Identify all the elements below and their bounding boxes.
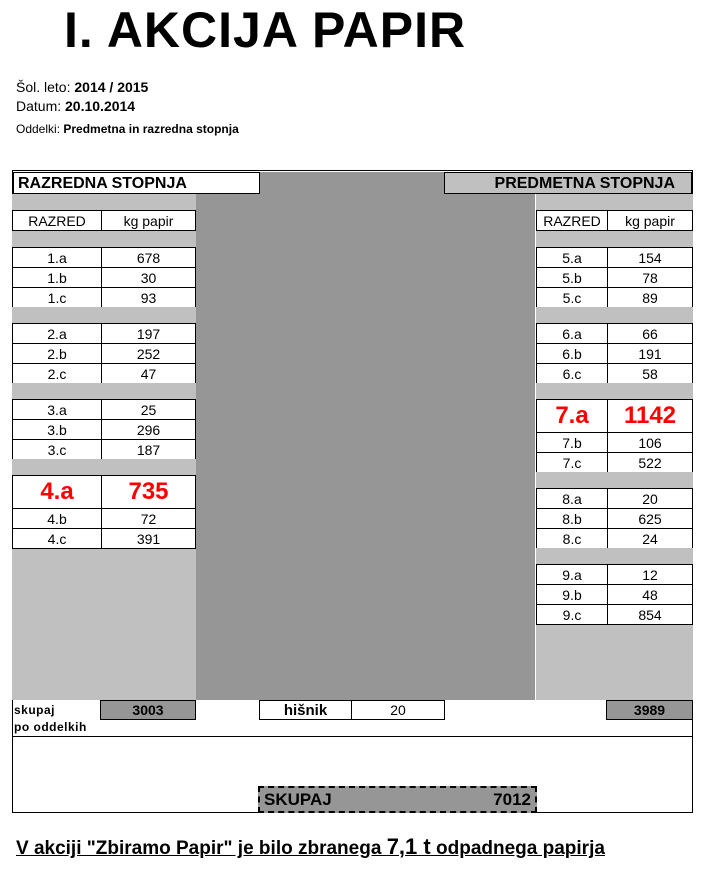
- left-class-cell: 4.b: [12, 508, 102, 529]
- right-class-cell: 5.c: [536, 287, 608, 308]
- grand-total: [258, 786, 537, 813]
- left-kg-cell: 296: [101, 419, 196, 440]
- left-col-class-header: RAZRED: [12, 210, 102, 231]
- right-class-cell: 8.c: [536, 528, 608, 549]
- right-class-cell: 6.a: [536, 323, 608, 344]
- right-kg-cell: 106: [607, 432, 693, 453]
- right-kg-cell: 48: [607, 584, 693, 605]
- right-class-cell: 6.c: [536, 363, 608, 384]
- footer-text-after: odpadnega papirja: [430, 838, 605, 859]
- right-kg-cell: 854: [607, 604, 693, 625]
- left-class-cell: 2.b: [12, 343, 102, 364]
- right-kg-cell: 522: [607, 452, 693, 473]
- page-title: I. AKCIJA PAPIR: [64, 2, 467, 58]
- right-kg-cell: 12: [607, 564, 693, 585]
- center-header-fill: [260, 172, 444, 194]
- left-group-band: [12, 383, 196, 399]
- left-col-kg-header: kg papir: [101, 210, 196, 231]
- left-sum-value: 3003: [100, 700, 196, 720]
- left-kg-cell: 187: [101, 439, 196, 460]
- left-kg-cell: 197: [101, 323, 196, 344]
- left-class-cell: 3.c: [12, 439, 102, 460]
- left-kg-cell: 30: [101, 267, 196, 288]
- right-group-band: [536, 548, 693, 564]
- left-kg-cell: 735: [101, 475, 196, 509]
- right-kg-cell: 20: [607, 488, 693, 509]
- right-class-cell: 7.c: [536, 452, 608, 473]
- left-kg-cell: 252: [101, 343, 196, 364]
- classes-label: Oddelki:: [16, 122, 61, 136]
- left-class-cell: 3.a: [12, 399, 102, 420]
- right-kg-cell: 89: [607, 287, 693, 308]
- right-kg-cell: 625: [607, 508, 693, 529]
- date-value: 20.10.2014: [65, 98, 136, 114]
- right-kg-cell: 78: [607, 267, 693, 288]
- right-trailing-band: [536, 625, 693, 700]
- left-class-cell: 4.c: [12, 528, 102, 549]
- grand-total-label: SKUPAJ: [264, 789, 332, 809]
- divider-line: [13, 736, 692, 737]
- left-group-band: [12, 231, 196, 247]
- right-class-cell: 9.a: [536, 564, 608, 585]
- school-year-value: 2014 / 2015: [74, 79, 149, 95]
- date-line: [16, 97, 135, 115]
- right-col-kg-header: kg papir: [607, 210, 693, 231]
- right-sum-value: 3989: [606, 700, 693, 720]
- right-kg-cell: 58: [607, 363, 693, 384]
- left-trailing-band: [12, 549, 196, 700]
- footer-text-before: V akciji "Zbiramo Papir" je bilo zbranega: [16, 838, 387, 859]
- right-header-band: [536, 194, 693, 210]
- grand-total-value: 7012: [493, 789, 531, 809]
- left-class-cell: 1.c: [12, 287, 102, 308]
- footer-statement: [16, 834, 605, 862]
- school-year-line: [16, 78, 148, 96]
- right-kg-cell: 154: [607, 247, 693, 268]
- left-section-header: RAZREDNA STOPNJA: [13, 172, 260, 194]
- classes-value: Predmetna in razredna stopnja: [63, 122, 239, 136]
- left-kg-cell: 93: [101, 287, 196, 308]
- left-class-cell: 2.a: [12, 323, 102, 344]
- right-group-band: [536, 307, 693, 323]
- footer-amount: 7,1 t: [386, 834, 431, 859]
- center-divider: [195, 194, 535, 700]
- left-class-cell: 3.b: [12, 419, 102, 440]
- left-header-band: [12, 194, 196, 210]
- right-class-cell: 5.a: [536, 247, 608, 268]
- janitor-label: hišnik: [259, 700, 352, 720]
- sum-label: skupaj: [14, 703, 56, 717]
- right-class-cell: 6.b: [536, 343, 608, 364]
- left-kg-cell: 391: [101, 528, 196, 549]
- right-group-band: [536, 383, 693, 399]
- left-class-cell: 1.b: [12, 267, 102, 288]
- right-col-class-header: RAZRED: [536, 210, 608, 231]
- right-class-cell: 7.a: [536, 399, 608, 433]
- left-class-cell: 2.c: [12, 363, 102, 384]
- janitor-value: 20: [351, 700, 445, 720]
- right-group-band: [536, 472, 693, 488]
- right-class-cell: 9.c: [536, 604, 608, 625]
- left-kg-cell: 47: [101, 363, 196, 384]
- left-kg-cell: 678: [101, 247, 196, 268]
- left-kg-cell: 25: [101, 399, 196, 420]
- right-class-cell: 8.b: [536, 508, 608, 529]
- sum-label-2: po oddelkih: [14, 720, 87, 734]
- right-class-cell: 9.b: [536, 584, 608, 605]
- right-group-band: [536, 231, 693, 247]
- left-kg-cell: 72: [101, 508, 196, 529]
- right-section-header: PREDMETNA STOPNJA: [444, 172, 692, 194]
- right-kg-cell: 66: [607, 323, 693, 344]
- left-group-band: [12, 459, 196, 475]
- right-kg-cell: 191: [607, 343, 693, 364]
- school-year-label: Šol. leto:: [16, 79, 71, 95]
- right-class-cell: 5.b: [536, 267, 608, 288]
- classes-line: [16, 120, 239, 138]
- left-group-band: [12, 307, 196, 323]
- right-kg-cell: 1142: [607, 399, 693, 433]
- date-label: Datum:: [16, 98, 62, 114]
- left-class-cell: 4.a: [12, 475, 102, 509]
- right-class-cell: 7.b: [536, 432, 608, 453]
- right-kg-cell: 24: [607, 528, 693, 549]
- right-class-cell: 8.a: [536, 488, 608, 509]
- left-class-cell: 1.a: [12, 247, 102, 268]
